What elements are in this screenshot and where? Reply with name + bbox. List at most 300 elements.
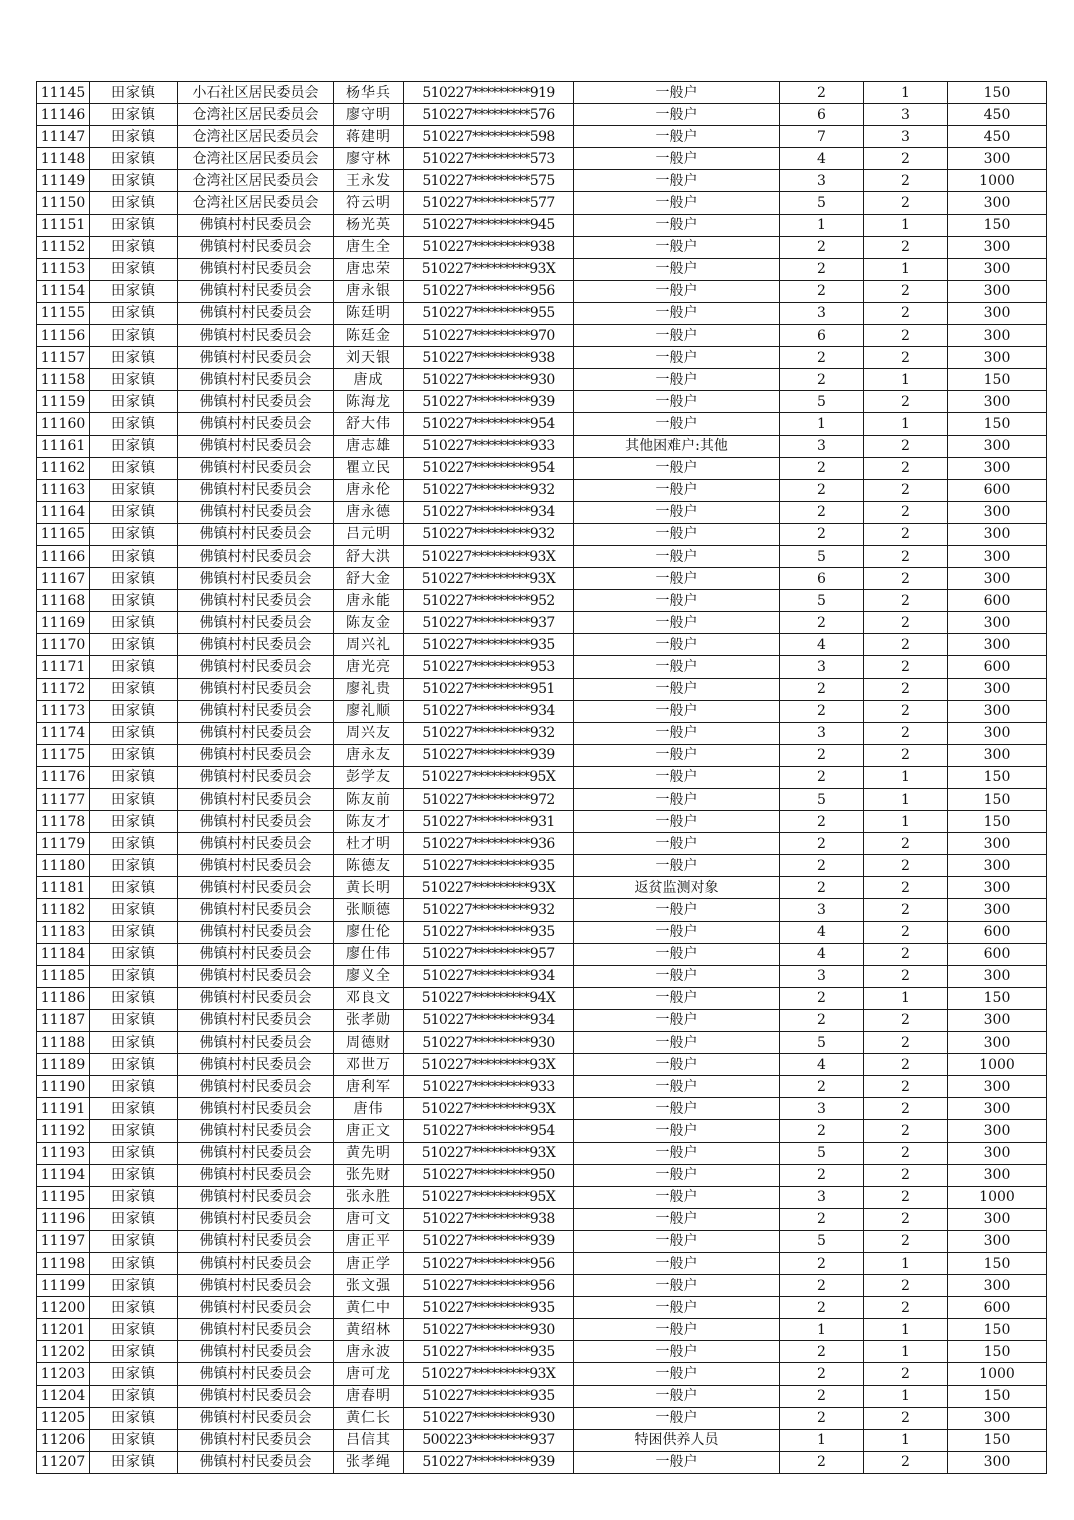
amount-cell: 150 — [948, 1429, 1047, 1451]
id-number-cell: 510227*********954 — [404, 413, 574, 435]
covered-persons-cell: 2 — [864, 700, 948, 722]
id-number-cell: 510227*********934 — [404, 965, 574, 987]
town-cell: 田家镇 — [90, 1363, 178, 1385]
committee-cell: 佛镇村村民委员会 — [178, 877, 334, 899]
committee-cell: 佛镇村村民委员会 — [178, 1275, 334, 1297]
committee-cell: 佛镇村村民委员会 — [178, 1208, 334, 1230]
table-row — [37, 1252, 1047, 1274]
amount-cell: 300 — [948, 457, 1047, 479]
serial-number-cell: 11177 — [37, 789, 90, 811]
covered-persons-cell: 2 — [864, 899, 948, 921]
town-cell: 田家镇 — [90, 104, 178, 126]
committee-cell: 佛镇村村民委员会 — [178, 855, 334, 877]
town-cell: 田家镇 — [90, 811, 178, 833]
household-type-cell: 一般户 — [574, 82, 780, 104]
household-type-cell: 一般户 — [574, 391, 780, 413]
household-type-cell: 一般户 — [574, 678, 780, 700]
table-row — [37, 1076, 1047, 1098]
name-cell: 舒大洪 — [334, 545, 404, 567]
household-type-cell: 一般户 — [574, 104, 780, 126]
household-type-cell: 一般户 — [574, 1120, 780, 1142]
household-type-cell: 一般户 — [574, 744, 780, 766]
serial-number-cell: 11160 — [37, 413, 90, 435]
id-number-cell: 510227*********935 — [404, 1297, 574, 1319]
household-type-cell: 一般户 — [574, 413, 780, 435]
id-number-cell: 510227*********919 — [404, 82, 574, 104]
household-type-cell: 一般户 — [574, 347, 780, 369]
family-size-cell: 2 — [780, 678, 864, 700]
amount-cell: 300 — [948, 833, 1047, 855]
id-number-cell: 510227*********972 — [404, 789, 574, 811]
id-number-cell: 510227*********93X — [404, 1098, 574, 1120]
household-type-cell: 其他困难户:其他 — [574, 435, 780, 457]
committee-cell: 佛镇村村民委员会 — [178, 302, 334, 324]
table-row — [37, 1032, 1047, 1054]
covered-persons-cell: 2 — [864, 302, 948, 324]
committee-cell: 佛镇村村民委员会 — [178, 1009, 334, 1031]
table-row — [37, 877, 1047, 899]
serial-number-cell: 11185 — [37, 965, 90, 987]
town-cell: 田家镇 — [90, 1032, 178, 1054]
name-cell: 张永胜 — [334, 1186, 404, 1208]
town-cell: 田家镇 — [90, 148, 178, 170]
name-cell: 廖礼贵 — [334, 678, 404, 700]
name-cell: 陈廷明 — [334, 302, 404, 324]
covered-persons-cell: 2 — [864, 877, 948, 899]
amount-cell: 150 — [948, 82, 1047, 104]
table-row — [37, 1208, 1047, 1230]
name-cell: 张先财 — [334, 1164, 404, 1186]
committee-cell: 佛镇村村民委员会 — [178, 545, 334, 567]
name-cell: 杜才明 — [334, 833, 404, 855]
table-row — [37, 280, 1047, 302]
town-cell: 田家镇 — [90, 391, 178, 413]
town-cell: 田家镇 — [90, 987, 178, 1009]
amount-cell: 150 — [948, 766, 1047, 788]
family-size-cell: 2 — [780, 369, 864, 391]
id-number-cell: 510227*********954 — [404, 1120, 574, 1142]
table-row — [37, 369, 1047, 391]
family-size-cell: 2 — [780, 833, 864, 855]
covered-persons-cell: 2 — [864, 1275, 948, 1297]
id-number-cell: 510227*********930 — [404, 1032, 574, 1054]
serial-number-cell: 11199 — [37, 1275, 90, 1297]
table-row — [37, 1407, 1047, 1429]
name-cell: 张孝勋 — [334, 1009, 404, 1031]
covered-persons-cell: 2 — [864, 678, 948, 700]
serial-number-cell: 11155 — [37, 302, 90, 324]
household-type-cell: 一般户 — [574, 833, 780, 855]
id-number-cell: 510227*********945 — [404, 214, 574, 236]
table-row — [37, 347, 1047, 369]
serial-number-cell: 11158 — [37, 369, 90, 391]
name-cell: 唐利军 — [334, 1076, 404, 1098]
table-row — [37, 413, 1047, 435]
committee-cell: 佛镇村村民委员会 — [178, 369, 334, 391]
table-row — [37, 104, 1047, 126]
id-number-cell: 510227*********95X — [404, 766, 574, 788]
id-number-cell: 510227*********95X — [404, 1186, 574, 1208]
family-size-cell: 3 — [780, 656, 864, 678]
id-number-cell: 510227*********94X — [404, 987, 574, 1009]
committee-cell: 佛镇村村民委员会 — [178, 236, 334, 258]
committee-cell: 佛镇村村民委员会 — [178, 1164, 334, 1186]
committee-cell: 佛镇村村民委员会 — [178, 214, 334, 236]
family-size-cell: 5 — [780, 1032, 864, 1054]
town-cell: 田家镇 — [90, 457, 178, 479]
table-row — [37, 1054, 1047, 1076]
amount-cell: 300 — [948, 258, 1047, 280]
table-row — [37, 811, 1047, 833]
amount-cell: 300 — [948, 325, 1047, 347]
committee-cell: 佛镇村村民委员会 — [178, 1363, 334, 1385]
serial-number-cell: 11180 — [37, 855, 90, 877]
town-cell: 田家镇 — [90, 192, 178, 214]
town-cell: 田家镇 — [90, 899, 178, 921]
name-cell: 唐光亮 — [334, 656, 404, 678]
id-number-cell: 510227*********955 — [404, 302, 574, 324]
serial-number-cell: 11168 — [37, 590, 90, 612]
amount-cell: 300 — [948, 148, 1047, 170]
household-type-cell: 一般户 — [574, 126, 780, 148]
family-size-cell: 1 — [780, 214, 864, 236]
family-size-cell: 2 — [780, 1407, 864, 1429]
id-number-cell: 510227*********573 — [404, 148, 574, 170]
table-row — [37, 634, 1047, 656]
id-number-cell: 510227*********931 — [404, 811, 574, 833]
family-size-cell: 2 — [780, 1009, 864, 1031]
town-cell: 田家镇 — [90, 82, 178, 104]
id-number-cell: 510227*********932 — [404, 899, 574, 921]
town-cell: 田家镇 — [90, 1451, 178, 1473]
table-row — [37, 501, 1047, 523]
covered-persons-cell: 1 — [864, 1341, 948, 1363]
committee-cell: 仓湾社区居民委员会 — [178, 170, 334, 192]
committee-cell: 佛镇村村民委员会 — [178, 1429, 334, 1451]
amount-cell: 150 — [948, 789, 1047, 811]
household-type-cell: 一般户 — [574, 236, 780, 258]
amount-cell: 300 — [948, 612, 1047, 634]
id-number-cell: 510227*********575 — [404, 170, 574, 192]
covered-persons-cell: 2 — [864, 1164, 948, 1186]
id-number-cell: 510227*********950 — [404, 1164, 574, 1186]
amount-cell: 600 — [948, 656, 1047, 678]
town-cell: 田家镇 — [90, 325, 178, 347]
committee-cell: 佛镇村村民委员会 — [178, 744, 334, 766]
table-row — [37, 789, 1047, 811]
table-row — [37, 855, 1047, 877]
family-size-cell: 2 — [780, 82, 864, 104]
covered-persons-cell: 1 — [864, 1252, 948, 1274]
amount-cell: 300 — [948, 302, 1047, 324]
family-size-cell: 4 — [780, 148, 864, 170]
town-cell: 田家镇 — [90, 1252, 178, 1274]
household-type-cell: 一般户 — [574, 457, 780, 479]
serial-number-cell: 11207 — [37, 1451, 90, 1473]
town-cell: 田家镇 — [90, 877, 178, 899]
covered-persons-cell: 1 — [864, 369, 948, 391]
town-cell: 田家镇 — [90, 612, 178, 634]
serial-number-cell: 11178 — [37, 811, 90, 833]
serial-number-cell: 11167 — [37, 568, 90, 590]
amount-cell: 300 — [948, 678, 1047, 700]
committee-cell: 佛镇村村民委员会 — [178, 634, 334, 656]
household-type-cell: 一般户 — [574, 1230, 780, 1252]
committee-cell: 仓湾社区居民委员会 — [178, 192, 334, 214]
serial-number-cell: 11191 — [37, 1098, 90, 1120]
family-size-cell: 2 — [780, 1451, 864, 1473]
serial-number-cell: 11184 — [37, 943, 90, 965]
family-size-cell: 2 — [780, 855, 864, 877]
family-size-cell: 2 — [780, 1363, 864, 1385]
family-size-cell: 5 — [780, 590, 864, 612]
town-cell: 田家镇 — [90, 545, 178, 567]
id-number-cell: 510227*********935 — [404, 634, 574, 656]
covered-persons-cell: 2 — [864, 236, 948, 258]
committee-cell: 佛镇村村民委员会 — [178, 1407, 334, 1429]
covered-persons-cell: 2 — [864, 1363, 948, 1385]
town-cell: 田家镇 — [90, 347, 178, 369]
amount-cell: 450 — [948, 104, 1047, 126]
name-cell: 陈海龙 — [334, 391, 404, 413]
amount-cell: 300 — [948, 1009, 1047, 1031]
town-cell: 田家镇 — [90, 943, 178, 965]
amount-cell: 300 — [948, 1208, 1047, 1230]
town-cell: 田家镇 — [90, 479, 178, 501]
town-cell: 田家镇 — [90, 170, 178, 192]
covered-persons-cell: 2 — [864, 1009, 948, 1031]
town-cell: 田家镇 — [90, 1208, 178, 1230]
town-cell: 田家镇 — [90, 1120, 178, 1142]
covered-persons-cell: 1 — [864, 413, 948, 435]
committee-cell: 佛镇村村民委员会 — [178, 899, 334, 921]
committee-cell: 仓湾社区居民委员会 — [178, 126, 334, 148]
covered-persons-cell: 2 — [864, 921, 948, 943]
amount-cell: 300 — [948, 545, 1047, 567]
id-number-cell: 510227*********954 — [404, 457, 574, 479]
name-cell: 唐永伦 — [334, 479, 404, 501]
family-size-cell: 2 — [780, 811, 864, 833]
id-number-cell: 510227*********935 — [404, 1385, 574, 1407]
serial-number-cell: 11188 — [37, 1032, 90, 1054]
amount-cell: 300 — [948, 1142, 1047, 1164]
serial-number-cell: 11183 — [37, 921, 90, 943]
id-number-cell: 510227*********939 — [404, 744, 574, 766]
table-row — [37, 766, 1047, 788]
covered-persons-cell: 2 — [864, 943, 948, 965]
family-size-cell: 2 — [780, 1120, 864, 1142]
id-number-cell: 510227*********938 — [404, 347, 574, 369]
name-cell: 陈友金 — [334, 612, 404, 634]
name-cell: 廖礼顺 — [334, 700, 404, 722]
serial-number-cell: 11205 — [37, 1407, 90, 1429]
household-type-cell: 一般户 — [574, 612, 780, 634]
name-cell: 瞿立民 — [334, 457, 404, 479]
name-cell: 蒋建明 — [334, 126, 404, 148]
town-cell: 田家镇 — [90, 214, 178, 236]
id-number-cell: 510227*********970 — [404, 325, 574, 347]
table-row — [37, 192, 1047, 214]
town-cell: 田家镇 — [90, 634, 178, 656]
name-cell: 黄长明 — [334, 877, 404, 899]
household-type-cell: 一般户 — [574, 1407, 780, 1429]
serial-number-cell: 11197 — [37, 1230, 90, 1252]
town-cell: 田家镇 — [90, 302, 178, 324]
committee-cell: 佛镇村村民委员会 — [178, 1230, 334, 1252]
committee-cell: 佛镇村村民委员会 — [178, 789, 334, 811]
family-size-cell: 2 — [780, 1275, 864, 1297]
covered-persons-cell: 2 — [864, 479, 948, 501]
name-cell: 张孝绳 — [334, 1451, 404, 1473]
id-number-cell: 510227*********939 — [404, 391, 574, 413]
serial-number-cell: 11154 — [37, 280, 90, 302]
id-number-cell: 510227*********936 — [404, 833, 574, 855]
amount-cell: 300 — [948, 877, 1047, 899]
committee-cell: 佛镇村村民委员会 — [178, 413, 334, 435]
committee-cell: 佛镇村村民委员会 — [178, 1186, 334, 1208]
name-cell: 王永发 — [334, 170, 404, 192]
table-row — [37, 170, 1047, 192]
town-cell: 田家镇 — [90, 1407, 178, 1429]
covered-persons-cell: 2 — [864, 1054, 948, 1076]
name-cell: 唐永友 — [334, 744, 404, 766]
family-size-cell: 2 — [780, 700, 864, 722]
family-size-cell: 7 — [780, 126, 864, 148]
covered-persons-cell: 2 — [864, 325, 948, 347]
household-type-cell: 一般户 — [574, 214, 780, 236]
town-cell: 田家镇 — [90, 1341, 178, 1363]
table-row — [37, 457, 1047, 479]
town-cell: 田家镇 — [90, 236, 178, 258]
household-type-cell: 一般户 — [574, 766, 780, 788]
committee-cell: 佛镇村村民委员会 — [178, 479, 334, 501]
family-size-cell: 2 — [780, 1076, 864, 1098]
table-row — [37, 1164, 1047, 1186]
town-cell: 田家镇 — [90, 744, 178, 766]
serial-number-cell: 11193 — [37, 1142, 90, 1164]
id-number-cell: 510227*********938 — [404, 236, 574, 258]
town-cell: 田家镇 — [90, 1385, 178, 1407]
covered-persons-cell: 2 — [864, 523, 948, 545]
covered-persons-cell: 2 — [864, 280, 948, 302]
name-cell: 邓良文 — [334, 987, 404, 1009]
amount-cell: 300 — [948, 192, 1047, 214]
family-size-cell: 2 — [780, 236, 864, 258]
amount-cell: 300 — [948, 1275, 1047, 1297]
household-type-cell: 一般户 — [574, 1164, 780, 1186]
household-type-cell: 一般户 — [574, 280, 780, 302]
id-number-cell: 510227*********934 — [404, 1009, 574, 1031]
town-cell: 田家镇 — [90, 126, 178, 148]
town-cell: 田家镇 — [90, 1164, 178, 1186]
covered-persons-cell: 1 — [864, 789, 948, 811]
family-size-cell: 2 — [780, 744, 864, 766]
family-size-cell: 3 — [780, 302, 864, 324]
table-row — [37, 435, 1047, 457]
serial-number-cell: 11201 — [37, 1319, 90, 1341]
covered-persons-cell: 2 — [864, 744, 948, 766]
family-size-cell: 2 — [780, 1164, 864, 1186]
id-number-cell: 510227*********951 — [404, 678, 574, 700]
household-type-cell: 一般户 — [574, 170, 780, 192]
committee-cell: 佛镇村村民委员会 — [178, 833, 334, 855]
household-type-cell: 一般户 — [574, 1208, 780, 1230]
name-cell: 刘天银 — [334, 347, 404, 369]
name-cell: 黄绍林 — [334, 1319, 404, 1341]
id-number-cell: 510227*********930 — [404, 1319, 574, 1341]
id-number-cell: 510227*********934 — [404, 501, 574, 523]
family-size-cell: 5 — [780, 545, 864, 567]
table-row — [37, 987, 1047, 1009]
table-row — [37, 1120, 1047, 1142]
amount-cell: 150 — [948, 1385, 1047, 1407]
table-row — [37, 943, 1047, 965]
table-row — [37, 965, 1047, 987]
name-cell: 周兴礼 — [334, 634, 404, 656]
amount-cell: 300 — [948, 744, 1047, 766]
amount-cell: 600 — [948, 921, 1047, 943]
family-size-cell: 2 — [780, 280, 864, 302]
town-cell: 田家镇 — [90, 590, 178, 612]
committee-cell: 佛镇村村民委员会 — [178, 722, 334, 744]
name-cell: 唐可龙 — [334, 1363, 404, 1385]
id-number-cell: 510227*********935 — [404, 921, 574, 943]
id-number-cell: 510227*********598 — [404, 126, 574, 148]
amount-cell: 150 — [948, 413, 1047, 435]
committee-cell: 佛镇村村民委员会 — [178, 1319, 334, 1341]
household-type-cell: 一般户 — [574, 1341, 780, 1363]
household-type-cell: 一般户 — [574, 1054, 780, 1076]
id-number-cell: 510227*********937 — [404, 612, 574, 634]
table-row — [37, 1297, 1047, 1319]
id-number-cell: 500223*********937 — [404, 1429, 574, 1451]
name-cell: 唐永波 — [334, 1341, 404, 1363]
id-number-cell: 510227*********930 — [404, 369, 574, 391]
covered-persons-cell: 2 — [864, 1076, 948, 1098]
amount-cell: 300 — [948, 855, 1047, 877]
household-type-cell: 一般户 — [574, 656, 780, 678]
serial-number-cell: 11157 — [37, 347, 90, 369]
town-cell: 田家镇 — [90, 1230, 178, 1252]
covered-persons-cell: 2 — [864, 1451, 948, 1473]
covered-persons-cell: 3 — [864, 126, 948, 148]
family-size-cell: 2 — [780, 766, 864, 788]
covered-persons-cell: 2 — [864, 634, 948, 656]
committee-cell: 佛镇村村民委员会 — [178, 325, 334, 347]
family-size-cell: 3 — [780, 899, 864, 921]
serial-number-cell: 11204 — [37, 1385, 90, 1407]
committee-cell: 佛镇村村民委员会 — [178, 656, 334, 678]
committee-cell: 仓湾社区居民委员会 — [178, 148, 334, 170]
covered-persons-cell: 2 — [864, 965, 948, 987]
amount-cell: 150 — [948, 1341, 1047, 1363]
town-cell: 田家镇 — [90, 280, 178, 302]
covered-persons-cell: 2 — [864, 192, 948, 214]
serial-number-cell: 11149 — [37, 170, 90, 192]
serial-number-cell: 11146 — [37, 104, 90, 126]
name-cell: 陈德友 — [334, 855, 404, 877]
serial-number-cell: 11179 — [37, 833, 90, 855]
family-size-cell: 2 — [780, 1385, 864, 1407]
table-row — [37, 899, 1047, 921]
family-size-cell: 3 — [780, 965, 864, 987]
household-type-cell: 一般户 — [574, 479, 780, 501]
name-cell: 廖义全 — [334, 965, 404, 987]
name-cell: 吕元明 — [334, 523, 404, 545]
name-cell: 唐生全 — [334, 236, 404, 258]
table-row — [37, 545, 1047, 567]
household-type-cell: 一般户 — [574, 148, 780, 170]
